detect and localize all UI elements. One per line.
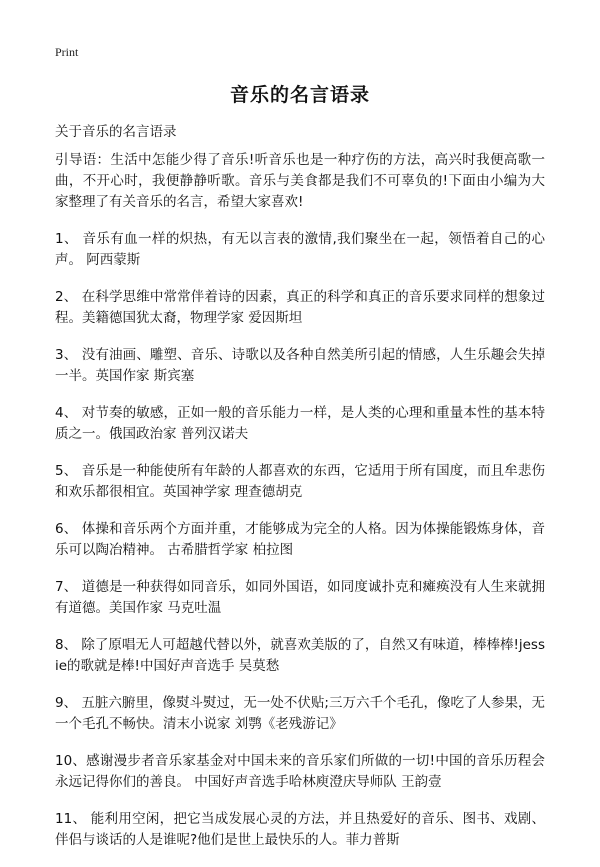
quote-item: 7、 道德是一种获得如同音乐，如同外国语，如同度诚扑克和瘫痪没有人生来就拥有道德。美国作家 马克吐温 xyxy=(55,579,545,616)
print-link[interactable]: Print xyxy=(55,45,79,59)
quote-item: 4、 对节奏的敏感，正如一般的音乐能力一样，是人类的心理和重量本性的基本特质之一。俄国政治家 普列汉诺夫 xyxy=(55,405,545,442)
quote-item: 11、 能利用空闲，把它当成发展心灵的方法，并且热爱好的音乐、图书、戏剧、伴侣与谈话的人是谁呢?他们是世上最快乐的人。菲力普斯 xyxy=(55,811,545,848)
page-subtitle: 关于音乐的名言语录 xyxy=(55,124,177,140)
article-body xyxy=(55,150,545,867)
intro-paragraph: 引导语：生活中怎能少得了音乐!听音乐也是一种疗伤的方法，高兴时我便高歌一曲，不开心时，我便静静听歌。音乐与美食都是我们不可辜负的!下面由小编为大家整理了有关音乐的名言，希望大家喜欢! xyxy=(55,152,545,210)
quote-item: 8、 除了原唱无人可超越代替以外，就喜欢美版的了，自然又有味道，棒棒棒!jessie的歌就是棒!中国好声音选手 吴莫愁 xyxy=(55,637,545,674)
page-title: 音乐的名言语录 xyxy=(229,84,370,106)
quote-item: 10、感谢漫步者音乐家基金对中国未来的音乐家们所做的一切!中国的音乐历程会永远记得你们的善良。 中国好声音选手哈林庾澄庆导师队 王韵壹 xyxy=(55,753,545,790)
quote-item: 6、 体操和音乐两个方面并重，才能够成为完全的人格。因为体操能锻炼身体，音乐可以陶冶精神。 古希腊哲学家 柏拉图 xyxy=(55,521,545,558)
quote-item: 1、 音乐有血一样的炽热，有无以言表的激情,我们聚坐在一起，领悟着自己的心声。 阿西蒙斯 xyxy=(55,231,545,268)
quote-item: 2、 在科学思维中常常伴着诗的因素，真正的科学和真正的音乐要求同样的想象过程。美籍德国犹太裔，物理学家 爱因斯坦 xyxy=(55,289,545,326)
quote-item: 5、 音乐是一种能使所有年龄的人都喜欢的东西，它适用于所有国度，而且牟悲伤和欢乐都很相宜。英国神学家 理查德胡克 xyxy=(55,463,545,500)
quote-item: 3、 没有油画、雕塑、音乐、诗歌以及各种自然美所引起的情感，人生乐趣会失掉一半。英国作家 斯宾塞 xyxy=(55,347,545,384)
quote-item: 9、 五脏六腑里，像熨斗熨过，无一处不伏贴;三万六千个毛孔，像吃了人参果，无一个毛孔不畅快。清末小说家 刘鹗《老残游记》 xyxy=(55,695,545,732)
